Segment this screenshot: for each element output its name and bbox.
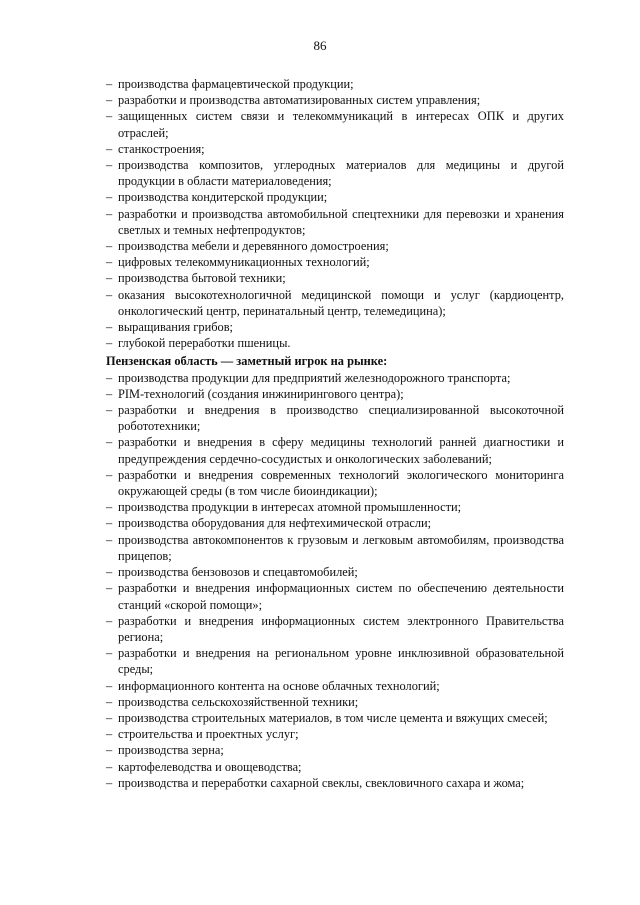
list-item [106, 319, 564, 335]
list-item [106, 678, 564, 694]
dash-marker: – [106, 710, 113, 725]
page-number: 86 [313, 38, 327, 53]
list-item-text: разработки и внедрения в производство специализированной высокоточной робототехники; [118, 403, 564, 434]
dash-marker: – [106, 320, 113, 335]
dash-marker: – [106, 678, 113, 693]
list-item-text: производства автокомпонентов к грузовым и легковым автомобилям, производства прицепов; [118, 532, 564, 563]
list-item [106, 645, 564, 677]
list-item-text: производства мебели и деревянного домостроения; [118, 239, 389, 254]
dash-marker: – [106, 141, 113, 156]
dash-marker: – [106, 370, 113, 385]
list-item [106, 726, 564, 742]
list-item [106, 499, 564, 515]
list-item [106, 238, 564, 254]
list-item [106, 710, 564, 726]
list-item [106, 564, 564, 580]
list-item-text: цифровых телекоммуникационных технологий; [118, 255, 370, 270]
dash-marker: – [106, 516, 113, 531]
dash-marker: – [106, 109, 113, 124]
dash-marker: – [106, 694, 113, 709]
dash-marker: – [106, 255, 113, 270]
list-item [106, 92, 564, 108]
industries-list [106, 76, 564, 351]
list-item [106, 386, 564, 402]
dash-marker: – [106, 581, 113, 596]
penza-list [106, 370, 564, 791]
list-item [106, 694, 564, 710]
list-item-text: производства строительных материалов, в том числе цемента и вяжущих смесей; [118, 710, 548, 725]
list-item-text: производства зерна; [118, 743, 224, 758]
list-item [106, 254, 564, 270]
list-item-text: производства сельскохозяйственной техники; [118, 694, 359, 709]
list-item-text: разработки и внедрения информационных систем по обеспечению деятельности станций «скорой помощи»; [118, 581, 564, 612]
list-item [106, 515, 564, 531]
dash-marker: – [106, 287, 113, 302]
list-item-text: разработки и внедрения в сферу медицины технологий ранней диагностики и предупреждения сердечно-сосудистых и онкологических заболеваний; [118, 435, 564, 466]
dash-marker: – [106, 158, 113, 173]
list-item [106, 141, 564, 157]
list-item [106, 108, 564, 140]
list-item-text: производства композитов, углеродных материалов для медицины и другой продукции в области материаловедения; [118, 158, 564, 189]
dash-marker: – [106, 386, 113, 401]
list-item [106, 370, 564, 386]
list-item [106, 434, 564, 466]
dash-marker: – [106, 743, 113, 758]
list-item-text: разработки и внедрения информационных систем электронного Правительства региона; [118, 613, 564, 644]
list-item-text: производства кондитерской продукции; [118, 190, 328, 205]
list-item-text: выращивания грибов; [118, 320, 233, 335]
list-item [106, 402, 564, 434]
list-item-text: разработки и производства автомобильной спецтехники для перевозки и хранения светлых и темных нефтепродуктов; [118, 206, 564, 237]
dash-marker: – [106, 646, 113, 661]
list-item-text: производства продукции в интересах атомной промышленности; [118, 500, 462, 515]
list-item [106, 532, 564, 564]
dash-marker: – [106, 532, 113, 547]
dash-marker: – [106, 759, 113, 774]
dash-marker: – [106, 613, 113, 628]
list-item-text: PIM-технологий (создания инжинирингового центра); [118, 386, 404, 401]
list-item [106, 270, 564, 286]
dash-marker: – [106, 190, 113, 205]
dash-marker: – [106, 727, 113, 742]
list-item-text: производства оборудования для нефтехимической отрасли; [118, 516, 432, 531]
list-item [106, 335, 564, 351]
page-content [106, 76, 564, 791]
list-item-text: строительства и проектных услуг; [118, 727, 299, 742]
list-item-text: производства продукции для предприятий железнодорожного транспорта; [118, 370, 511, 385]
list-item [106, 580, 564, 612]
list-item-text: разработки и производства автоматизированных систем управления; [118, 93, 481, 108]
dash-marker: – [106, 775, 113, 790]
dash-marker: – [106, 271, 113, 286]
dash-marker: – [106, 206, 113, 221]
list-item [106, 189, 564, 205]
list-item [106, 742, 564, 758]
list-item [106, 287, 564, 319]
dash-marker: – [106, 239, 113, 254]
list-item [106, 467, 564, 499]
dash-marker: – [106, 500, 113, 515]
list-item [106, 613, 564, 645]
list-item [106, 157, 564, 189]
section-heading: Пензенская область — заметный игрок на рынке: [106, 354, 388, 369]
dash-marker: – [106, 467, 113, 482]
list-item-text: информационного контента на основе облачных технологий; [118, 678, 440, 693]
list-item-text: разработки и внедрения современных технологий экологического мониторинга окружающей среды (в том числе биоиндикации); [118, 467, 564, 499]
list-item-text: производства и переработки сахарной свеклы, свекловичного сахара и жома; [118, 775, 525, 790]
list-item [106, 206, 564, 238]
dash-marker: – [106, 77, 113, 91]
dash-marker: – [106, 435, 113, 450]
dash-marker: – [106, 403, 113, 418]
list-item [106, 759, 564, 775]
list-item-text: разработки и внедрения на региональном уровне инклюзивной образовательной среды; [118, 646, 564, 677]
dash-marker: – [106, 565, 113, 580]
list-item-text: защищенных систем связи и телекоммуникаций в интересах ОПК и других отраслей; [118, 109, 564, 140]
list-item-text: картофелеводства и овощеводства; [118, 759, 302, 774]
list-item-text: станкостроения; [118, 141, 205, 156]
list-item-text: производства бензовозов и спецавтомобилей; [118, 565, 358, 580]
dash-marker: – [106, 336, 113, 351]
list-item-text: производства бытовой техники; [118, 271, 286, 286]
list-item-text: производства фармацевтической продукции; [118, 77, 354, 91]
list-item-text: оказания высокотехнологичной медицинской помощи и услуг (кардиоцентр, онкологический центр, перинатальный центр, телемедицина); [118, 287, 564, 318]
list-item [106, 76, 564, 92]
list-item-text: глубокой переработки пшеницы. [118, 336, 291, 351]
dash-marker: – [106, 93, 113, 108]
list-item [106, 775, 564, 791]
